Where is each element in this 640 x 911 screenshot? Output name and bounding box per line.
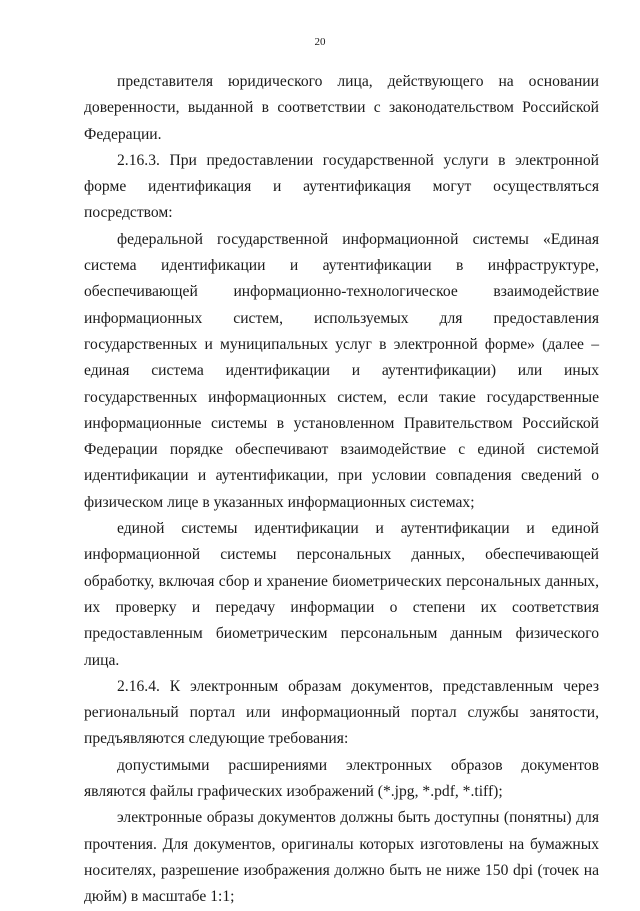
paragraph: 2.16.4. К электронным образам документов, представленным через региональный портал или информационный портал службы занятости, предъявляются следующие требования: (84, 677, 599, 748)
paragraph: представителя юридического лица, действующего на основании доверенности, выданной в соответствии с законодательством Российской Федерации. (84, 73, 599, 143)
page-number: 20 (314, 36, 326, 48)
paragraph: федеральной государственной информационной системы «Единая система идентификации и аутентификации в инфраструктуре, обеспечивающей информационно-технологическое взаимодействие информационных систем, используемых для предоставления государственных и муниципальных услуг в электронной форме» (далее – единая система идентификации и аутентификации) или иных государственных информационных систем, если такие государственные информационные системы в установленном Правительством Российской Федерации порядке обеспечивают взаимодействие с единой системой идентификации и аутентификации, при условии совпадения сведений о физическом лице в указанных информационных системах; (84, 230, 599, 511)
paragraph: единой системы идентификации и аутентификации и единой информационной системы персональных данных, обеспечивающей обработку, включая сбор и хранение биометрических персональных данных, их проверку и передачу информации о степени их соответствия предоставленным биометрическим персональным данным физического лица. (84, 520, 599, 669)
paragraph: 2.16.3. При предоставлении государственной услуги в электронной форме идентификация и аутентификация могут осуществляться посредством: (84, 151, 599, 222)
document-body (84, 69, 599, 911)
paragraph: допустимыми расширениями электронных образов документов являются файлы графических изображений (*.jpg, *.pdf, *.tiff); (84, 756, 599, 801)
paragraph: электронные образы документов должны быть доступны (понятны) для прочтения. Для документов, оригиналы которых изготовлены на бумажных носителях, разрешение изображения должно быть не ниже 150 dpi (точек на дюйм) в масштабе 1:1; (84, 809, 599, 906)
